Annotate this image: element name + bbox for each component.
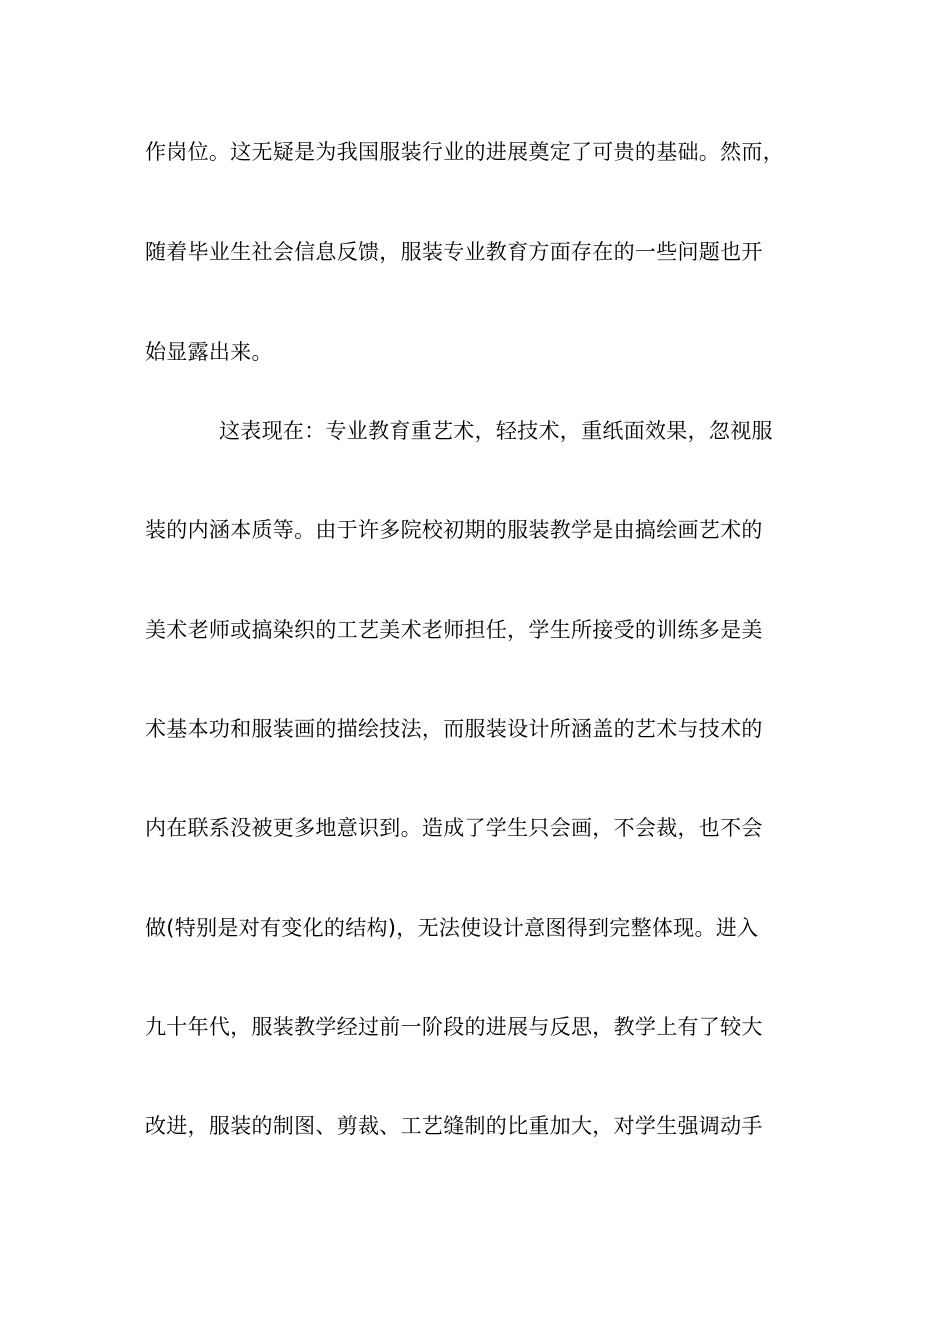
text-line-2: 随着毕业生社会信息反馈，服装专业教育方面存在的一些问题也开 — [145, 240, 763, 264]
text-line-8: 内在联系没被更多地意识到。造成了学生只会画，不会裁，也不会 — [145, 816, 763, 840]
text-line-10: 九十年代，服装教学经过前一阶段的进展与反思，教学上有了较大 — [145, 1015, 763, 1039]
text-line-5: 装的内涵本质等。由于许多院校初期的服装教学是由搞绘画艺术的 — [145, 518, 763, 542]
text-line-7: 术基本功和服装画的描绘技法，而服装设计所涵盖的艺术与技术的 — [145, 717, 763, 741]
paragraph-start-line: 这表现在：专业教育重艺术，轻技术，重纸面效果，忽视服 — [219, 419, 773, 443]
text-line-1: 作岗位。这无疑是为我国服装行业的进展奠定了可贵的基础。然而， — [145, 140, 784, 164]
text-line-3: 始显露出来。 — [145, 340, 273, 364]
text-line-9: 做(特别是对有变化的结构)，无法使设计意图得到完整体现。进入 — [145, 916, 759, 940]
text-line-11: 改进，服装的制图、剪裁、工艺缝制的比重加大，对学生强调动手 — [145, 1114, 763, 1138]
text-line-6: 美术老师或搞染织的工艺美术老师担任，学生所接受的训练多是美 — [145, 618, 763, 642]
